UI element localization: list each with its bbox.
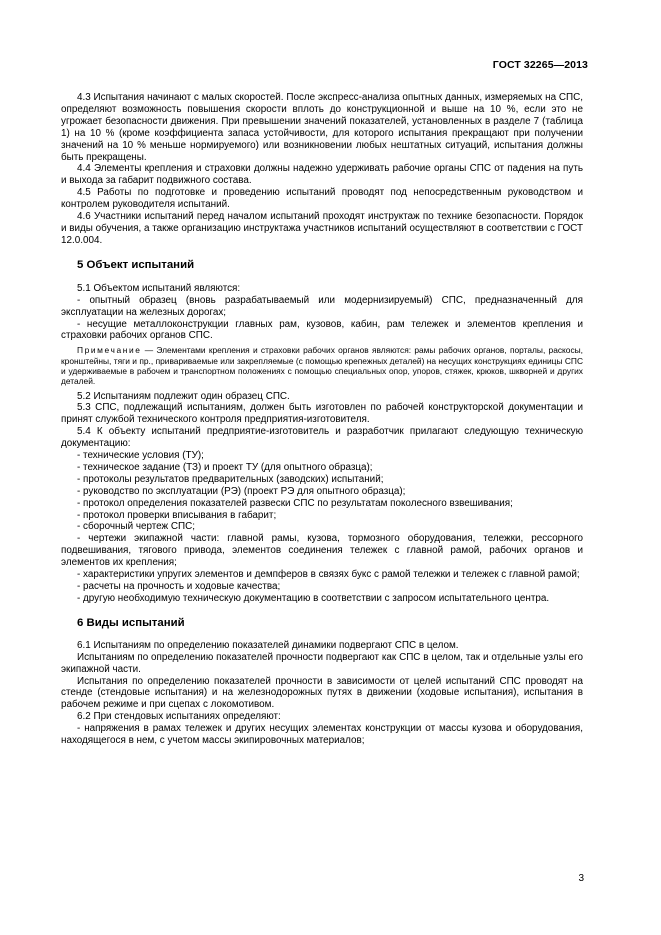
paragraph-6-1: 6.1 Испытаниям по определению показателей динамики подвергают СПС в целом. (77, 639, 459, 651)
list-item: - другую необходимую техническую документацию в соответствии с запросом испытательного центра. (77, 592, 550, 604)
paragraph-4-5: 4.5 Работы по подготовке и проведению испытаний проводят под непосредственным руководством и контролем руководителя испытаний. (61, 187, 583, 211)
page-content (61, 92, 583, 747)
paragraph-6-1-c: Испытания по определению показателей прочности в зависимости от целей испытаний СПС проводят на стенде (стендовые испытания) и на железнодорожных путях в движении (ходовые испытания), испытания в рабочем режиме и при сцепах с локомотивом. (61, 675, 583, 711)
list-item: - руководство по эксплуатации (РЭ) (проект РЭ для опытного образца); (77, 485, 406, 497)
paragraph-4-6: 4.6 Участники испытаний перед началом испытаний проходят инструктаж по технике безопасности. Порядок и виды обучения, а также организацию инструктажа участников испытаний осуществляют в соответствии с ГОСТ 12.0.004. (61, 211, 583, 246)
list-item: - несущие металлоконструкции главных рам, кузовов, кабин, рам тележек и элементов крепления и страховки рабочих органов СПС. (61, 318, 583, 342)
section-6-title: 6 Виды испытаний (77, 616, 185, 629)
paragraph-5-2: 5.2 Испытаниям подлежит один образец СПС. (77, 390, 290, 402)
paragraph-6-1-b: Испытаниям по определению показателей прочности подвергают как СПС в целом, так и отдельные узлы его экипажной части. (61, 651, 583, 675)
paragraph-5-1: 5.1 Объектом испытаний являются: (77, 282, 241, 294)
list-item: - опытный образец (вновь разрабатываемый или модернизируемый) СПС, предназначенный для эксплуатации на железных дорогах; (61, 294, 583, 318)
note-text: — Элементами крепления и страховки рабочих органов являются: рамы рабочих органов, порталы, раскосы, кронштейны, тяги и пр., привариваемые или закрепляемые (с помощью крепежных деталей) на несущих конструкциях единицы СПС и удерживаемые в рабочем и транспортном положениях с помощью специальных опор, упоров, стяжек, крюков, шкворней и других деталей. (61, 345, 583, 387)
list-item: - сборочный чертеж СПС; (77, 521, 195, 533)
list-item: - напряжения в рамах тележек и других несущих элементах конструкции от массы кузова и оборудования, находящегося в нем, с учетом массы экипировочных материалов; (61, 723, 583, 747)
document-code: ГОСТ 32265—2013 (492, 59, 588, 71)
list-item: - характеристики упругих элементов и демпферов в связях букс с рамой тележки и тележек с главной рамой; (77, 569, 580, 581)
list-item: - технические условия (ТУ); (77, 450, 204, 462)
paragraph-4-3: 4.3 Испытания начинают с малых скоростей. После экспресс-анализа опытных данных, измеряемых на СПС, определяют возможность повышения скорости вплоть до конструкционной и выше на 10 %, если это не угрожает безопасности движения. При превышении значений показателей, установленных в разделе 7 (таблица 1) на 10 % (кроме коэффициента запаса устойчивости, для которого испытания прекращают при получении значений на 10 % меньше нормируемого) или возникновении любых нештатных ситуаций, испытания должны быть прекращены. (61, 92, 583, 163)
section-5-title: 5 Объект испытаний (77, 258, 195, 271)
page-number: 3 (578, 873, 584, 884)
paragraph-6-2: 6.2 При стендовых испытаниях определяют: (77, 711, 281, 723)
list-item: - протокол проверки вписывания в габарит; (77, 509, 277, 521)
list-item: - расчеты на прочность и ходовые качества; (77, 581, 281, 592)
list-item: - техническое задание (ТЗ) и проект ТУ (для опытного образца); (77, 461, 373, 473)
paragraph-4-4: 4.4 Элементы крепления и страховки должны надежно удерживать рабочие органы СПС от падения на путь и выхода за габарит подвижного состава. (61, 163, 583, 187)
note-label: Примечание (77, 345, 142, 356)
paragraph-5-4: 5.4 К объекту испытаний предприятие-изготовитель и разработчик прилагают следующую техническую документацию: (61, 426, 583, 450)
list-item: - протоколы результатов предварительных (заводских) испытаний; (77, 473, 384, 485)
list-item: - протокол определения показателей развески СПС по результатам поколесного взвешивания; (77, 497, 513, 509)
paragraph-5-3: 5.3 СПС, подлежащий испытаниям, должен быть изготовлен по рабочей конструкторской документации и принят службой технического контроля предприятия-изготовителя. (61, 402, 583, 426)
note (61, 345, 583, 386)
list-item: - чертежи экипажной части: главной рамы, кузова, тормозного оборудования, тележки, рессорного подвешивания, тягового привода, элементов соединения тележек с главной рамой, рабочих органов и элементов их крепления; (61, 533, 583, 569)
